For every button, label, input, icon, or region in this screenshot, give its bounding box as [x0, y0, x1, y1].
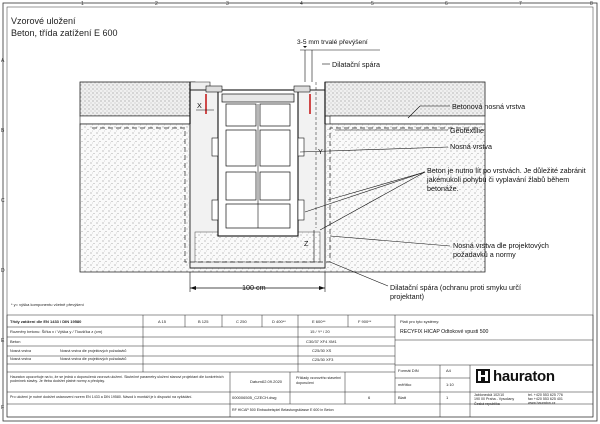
overhang-label: 3-5 mm trvalé převýšení [297, 39, 368, 46]
channel-body [206, 86, 310, 236]
load-class-c250: C 250 [236, 319, 247, 324]
grid-row-e: E [1, 338, 5, 344]
grid-row-b: B [1, 128, 5, 134]
note-text: Hauraton upozorňuje na to, že se jedná o doporučená vzorová uložení. Skutečné parametry uložení stanoví projektant dle konkrétních podmínek stavby. Je třeba dodržet platné normy a předpisy. [10, 375, 224, 384]
grid-row-f: F [1, 405, 5, 411]
row-sub-label-1: Nosná vrstva dle projektových požadavků [60, 349, 127, 353]
geotextile-label: Geotextilie [450, 126, 484, 135]
drawing-reference: RF HICAP 500 Einbaubeispiel Belastungsklasse E 600 in Beton [232, 408, 334, 412]
grid-col-4: 4 [300, 1, 303, 7]
sheet-value: 1 [446, 395, 449, 400]
grid-row-d: D [1, 268, 5, 274]
scale-label: měřítko [398, 382, 412, 387]
date-label: Datum: [250, 379, 263, 384]
footnote: * y= výška komponentu včetně převýšení [11, 302, 84, 307]
hauraton-logo-mark [476, 369, 490, 383]
company-address: Jabloneckä 102/10 190 00 Praha - Vysočany Česká republika [474, 393, 515, 406]
grid-col-3: 3 [226, 1, 229, 7]
company-phone: tel. +420 553 625 776 fax +420 553 625 401 [528, 393, 563, 402]
row-base-label: Nosná vrstva [10, 349, 31, 353]
description: Příklady vzorového stavební doporučení [296, 376, 342, 385]
load-class-d400: D 400** [272, 319, 286, 324]
row-concrete-label: Beton [10, 339, 21, 344]
grid-col-2: 2 [155, 1, 158, 7]
format-label: Formát DIN [398, 368, 419, 373]
concrete-layer-label: Betonová nosná vrstva [452, 102, 526, 111]
grid-col-7: 7 [519, 1, 522, 7]
grid-col-8: 8 [590, 1, 593, 7]
pour-note: Beton je nutno lít po vrstvách. Je důležité zabránit jakémukoli pohybu či vyplavání žlabů během betonáže. [427, 166, 586, 193]
row-dims-label: Rozměry betonu: Šířka x / Výška y / Tloušťka z (cm) [10, 329, 103, 334]
base-layer-project-label: Nosná vrstva dle projektových požadavků a normy [453, 241, 549, 259]
expansion-joint-note: Dilatační spára (ochranu proti smyku určí projektant) [390, 283, 522, 301]
drawing-title: Vzorové uložení [11, 16, 76, 26]
base-layer-label: Nosná vrstva [450, 142, 492, 151]
company-web: www.hauraton.cz [528, 401, 556, 405]
row-extra-value: C25/30 XF3 [312, 357, 334, 362]
standards-text: Pro uložení je nutné dodržet ustanovení norem EN 1433 a DIN 19580. Návod k montáži je k dispozici na vyžádání. [10, 395, 193, 399]
grid-col-5: 5 [371, 1, 374, 7]
row-dims-value: 15 / Y* / 20 [310, 329, 330, 334]
revision: 6 [368, 395, 371, 400]
date-value: 02.09.2020 [262, 379, 283, 384]
mark-x: X [197, 101, 202, 110]
dimension-width: 100 cm [242, 283, 266, 292]
load-class-b125: B 125 [198, 319, 209, 324]
surface-slab-left [80, 82, 195, 124]
project-label: Platí pro tyto systémy: [400, 319, 440, 324]
load-class-e600: E 600** [312, 319, 326, 324]
drawing-subtitle: Beton, třída zatížení E 600 [11, 28, 118, 38]
row-concrete-value: C30/37 XF4 XM1 [306, 339, 337, 344]
format-value: A4 [446, 368, 451, 373]
load-class-a15: A 15 [158, 319, 167, 324]
grid-row-a: A [1, 58, 5, 64]
load-class-f900: F 900** [358, 319, 372, 324]
mark-y: Y [318, 147, 323, 156]
load-class-header: Třídy zatížení dle EN 1433 / DIN 19580 [10, 319, 82, 324]
row-sub-label-2: Nosná vrstva dle projektových požadavků [60, 357, 127, 361]
row-base-value: C25/30 XS [312, 348, 332, 353]
row-extra-label: Nosná vrstva [10, 357, 31, 361]
grid-row-c: C [1, 198, 5, 204]
file-name: 000006505_CZECH.dwg [232, 395, 277, 400]
grid-col-6: 6 [445, 1, 448, 7]
mark-z: Z [304, 239, 309, 248]
sheet-label: Blatt [398, 395, 407, 400]
project-value: RECYFIX HICAP Odtokové vpusti 500 [400, 329, 489, 335]
company-logo: hauraton [493, 368, 555, 385]
scale-value: 1:10 [446, 382, 454, 387]
expansion-joint-label: Dilatační spára [332, 60, 380, 69]
grid-col-1: 1 [81, 1, 84, 7]
